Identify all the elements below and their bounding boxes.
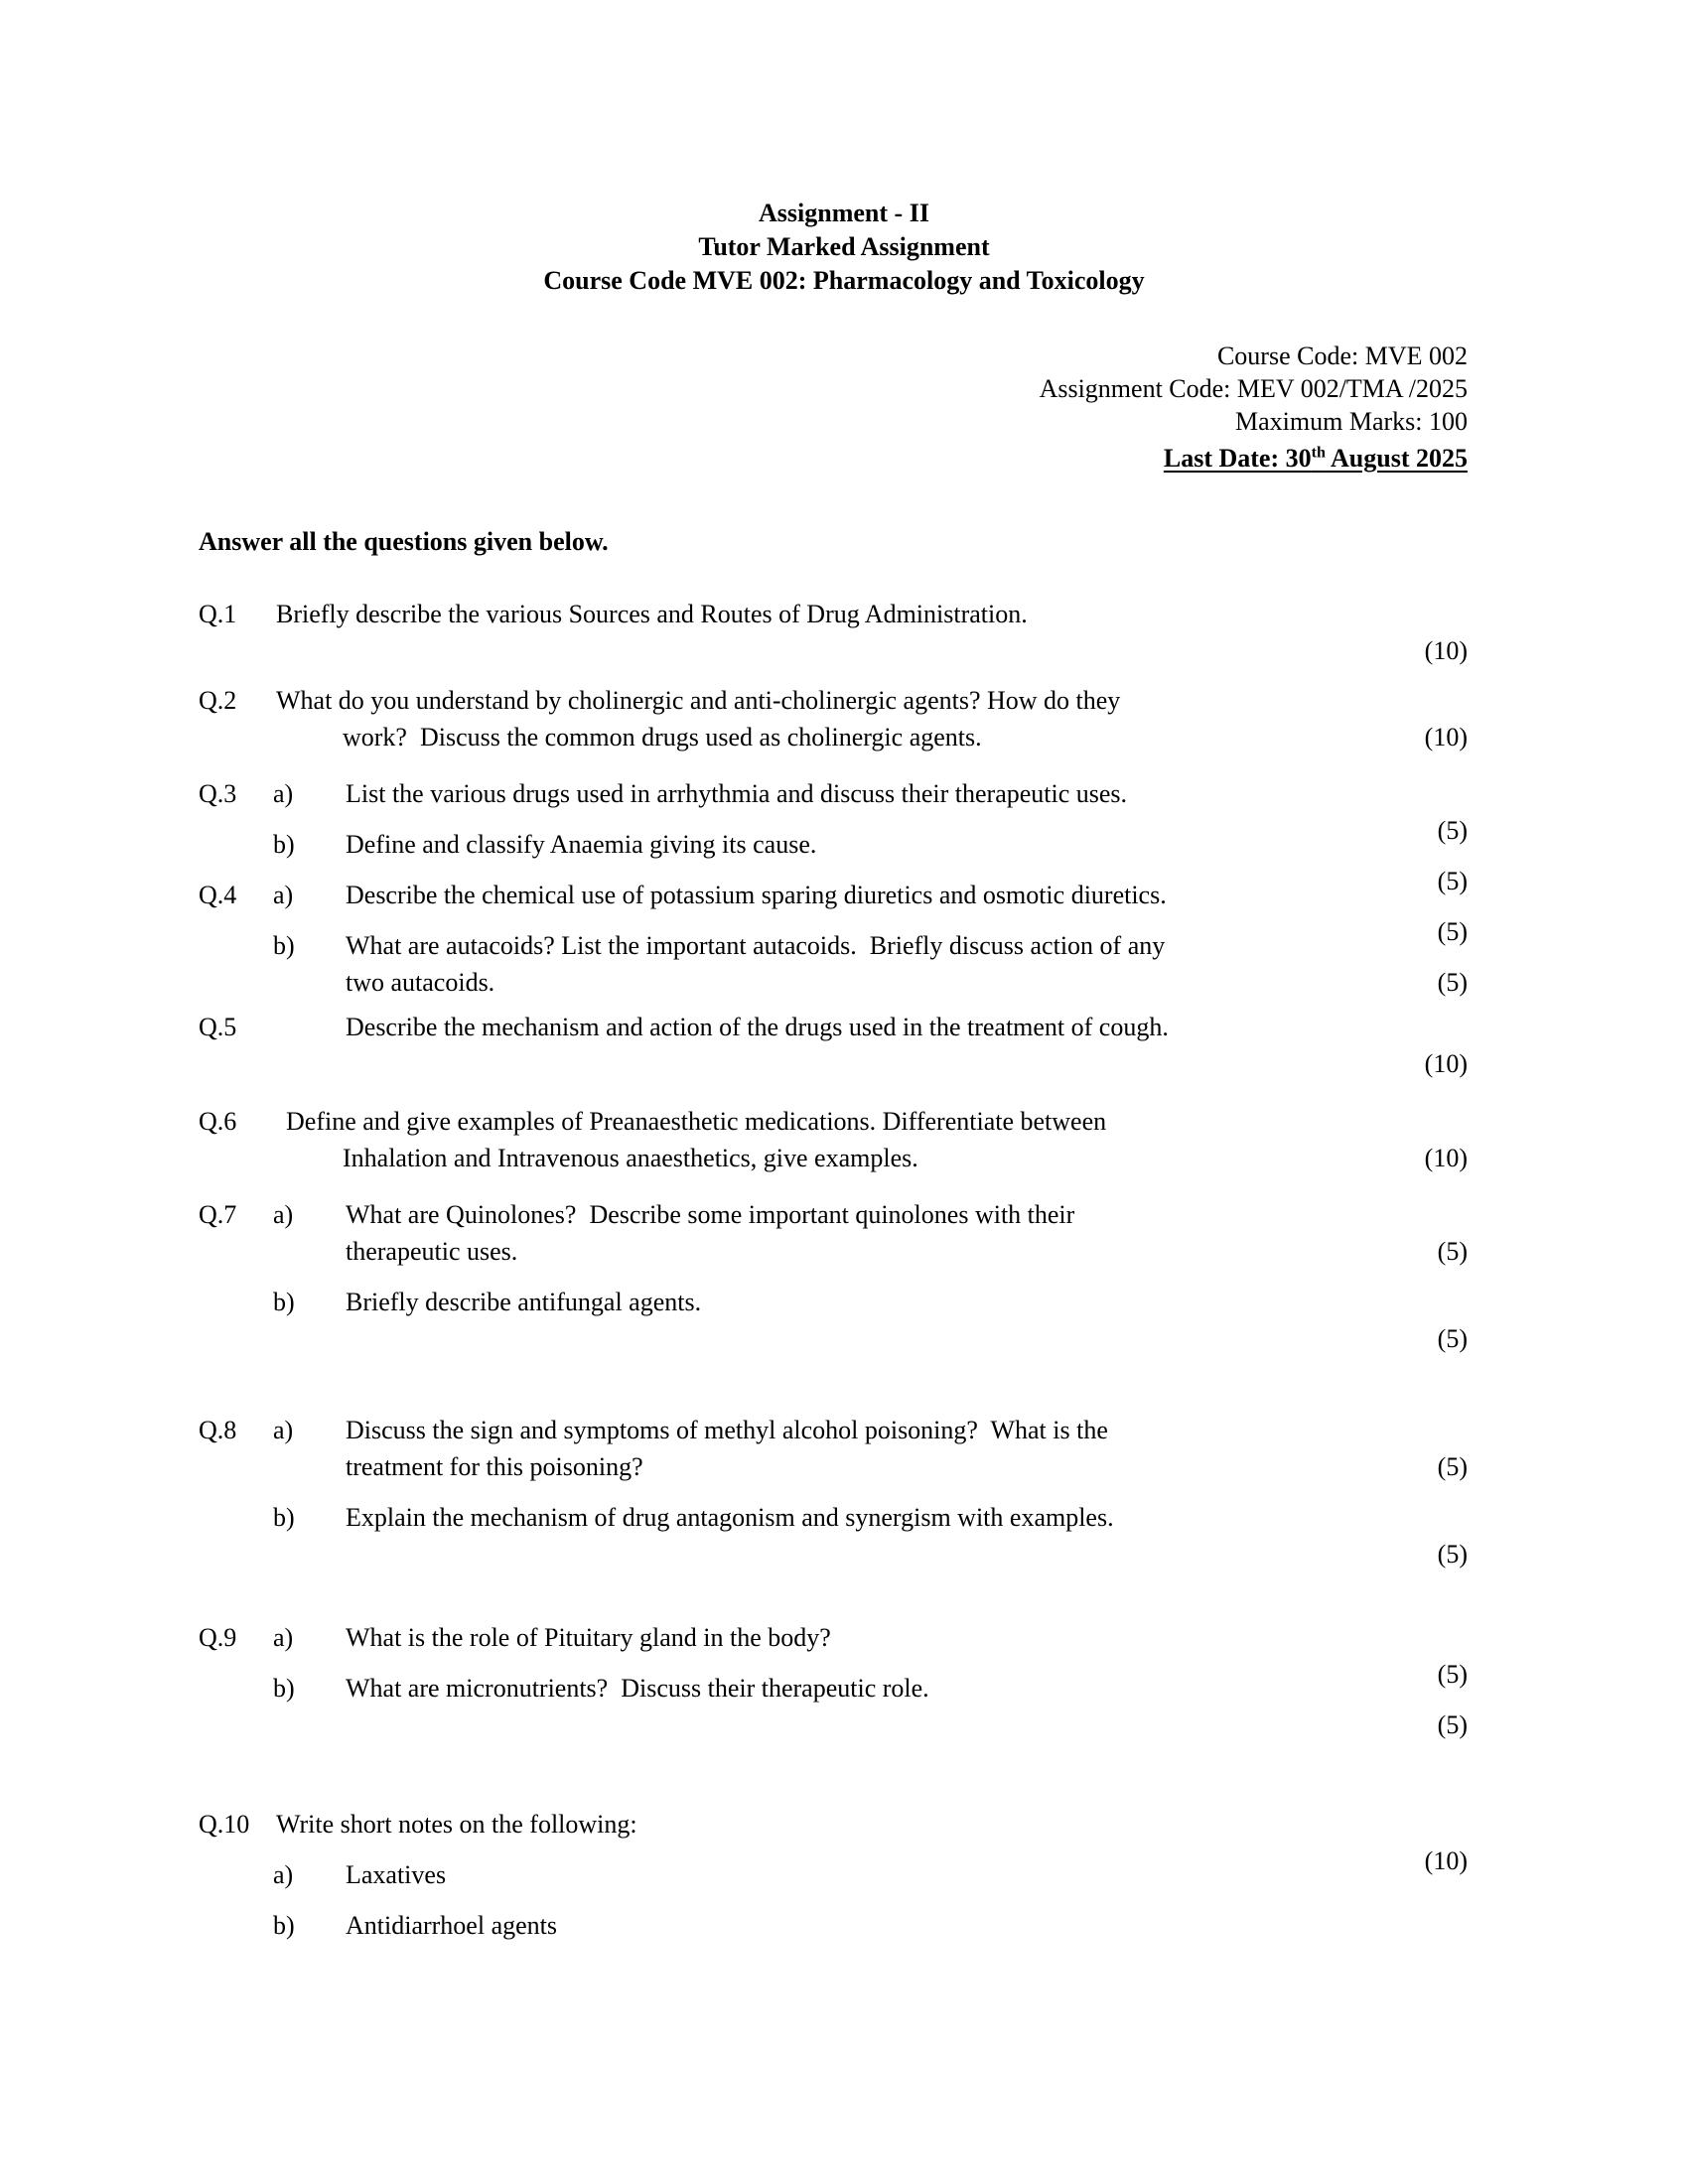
question-text: Define and classify Anaemia giving its cause. [346,830,817,859]
question-text-line-2: treatment for this poisoning? [346,1452,643,1481]
question-text-line-1: What are autacoids? List the important autacoids. Briefly discuss action of any [346,931,1166,960]
document-header [0,0,1688,298]
meta-last-date-prefix: Last Date: 30 [1163,444,1312,473]
question-list [0,596,1688,1944]
question-text: Briefly describe antifungal agents. [346,1288,702,1316]
question-sub-label: b) [273,1911,295,1940]
header-title-line-2: Tutor Marked Assignment [698,232,990,261]
spacer [0,1593,1688,1619]
question-marks: (10) [1424,1144,1468,1172]
question-label: Q.1 [199,600,237,628]
question-text: Briefly describe the various Sources and Routes of Drug Administration. [276,600,1028,628]
question-label: Q.5 [199,1013,237,1041]
question-item [0,1284,1688,1353]
question-text: Antidiarrhoel agents [346,1911,557,1940]
spacer [0,1378,1688,1412]
question-marks: (5) [1437,1660,1468,1689]
question-text: Write short notes on the following: [276,1810,637,1839]
question-text: Describe the mechanism and action of the drugs used in the treatment of cough. [346,1013,1169,1041]
question-text-line-1: What are Quinolones? Describe some important quinolones with their [346,1200,1075,1229]
question-item [0,1009,1688,1078]
spacer [0,755,1688,775]
question-marks: (5) [1437,917,1468,946]
question-label: Q.6 [199,1107,237,1136]
question-label: Q.8 [199,1416,237,1444]
question-text-line-1: What do you understand by cholinergic and anti-cholinergic agents? How do they [276,686,1121,715]
meta-course-code: Course Code: MVE 002 [1216,341,1468,370]
question-text: Describe the chemical use of potassium sparing diuretics and osmotic diuretics. [346,881,1167,909]
question-label: Q.9 [199,1623,237,1652]
question-marks: (10) [1424,1846,1468,1875]
question-text-line-2: Inhalation and Intravenous anaesthetics, give examples. [343,1144,918,1172]
question-marks: (5) [1437,1710,1468,1739]
question-marks: (5) [1437,1540,1468,1569]
question-text-line-1: Define and give examples of Preanaesthetic medications. Differentiate between [286,1107,1107,1136]
question-item [0,1103,1688,1176]
question-sub-label: b) [273,830,295,859]
question-marks: (5) [1437,1237,1468,1266]
question-text: What is the role of Pituitary gland in the body? [346,1623,831,1652]
assignment-meta-block [0,340,1688,475]
question-text: What are micronutrients? Discuss their therapeutic role. [346,1674,929,1703]
question-marks: (5) [1437,1324,1468,1353]
question-label: Q.7 [199,1200,237,1229]
question-text: Explain the mechanism of drug antagonism and synergism with examples. [346,1503,1114,1532]
spacer [0,1485,1688,1499]
question-text: Laxatives [346,1860,447,1889]
question-text: List the various drugs used in arrhythmia and discuss their therapeutic uses. [346,779,1128,808]
header-title-line-3: Course Code MVE 002: Pharmacology and Toxicology [543,266,1145,295]
question-marks: (10) [1424,636,1468,665]
question-sub-label: a) [273,1200,294,1229]
question-item [0,1856,1688,1893]
question-item [0,596,1688,665]
question-label: Q.4 [199,881,237,909]
question-sub-label: b) [273,1503,295,1532]
spacer [0,1270,1688,1284]
question-label: Q.3 [199,779,237,808]
question-sub-label: b) [273,931,295,960]
question-item [0,1499,1688,1569]
question-marks: (5) [1437,968,1468,997]
question-item [0,1412,1688,1485]
header-title-line-1: Assignment - II [759,199,929,227]
question-marks: (10) [1424,723,1468,751]
question-sub-label: a) [273,1416,294,1444]
question-sub-label: a) [273,1623,294,1652]
spacer [0,1176,1688,1196]
question-sub-label: a) [273,1860,294,1889]
question-label: Q.10 [199,1810,250,1839]
question-text-line-2: two autacoids. [346,968,495,997]
question-sub-label: b) [273,1674,295,1703]
question-item [0,682,1688,755]
meta-last-date-ordinal: th [1311,444,1326,462]
question-sub-label: a) [273,881,294,909]
meta-last-date-suffix: August 2025 [1325,444,1468,473]
question-item [0,1196,1688,1270]
question-text-line-1: Discuss the sign and symptoms of methyl alcohol poisoning? What is the [346,1416,1108,1444]
spacer [0,1893,1688,1907]
question-marks: (5) [1437,1452,1468,1481]
question-item [0,927,1688,1001]
question-text-line-2: therapeutic uses. [346,1237,518,1266]
spacer [0,1001,1688,1009]
meta-assignment-code: Assignment Code: MEV 002/TMA /2025 [1039,374,1468,403]
question-text-line-2: work? Discuss the common drugs used as cholinergic agents. [343,723,982,751]
question-item [0,1670,1688,1739]
question-sub-label: b) [273,1288,295,1316]
meta-last-date [0,442,1468,475]
question-label: Q.2 [199,686,237,715]
spacer [0,1764,1688,1806]
question-marks: (5) [1437,867,1468,895]
instruction-line: Answer all the questions given below. [199,527,609,556]
meta-maximum-marks: Maximum Marks: 100 [1235,407,1468,436]
question-marks: (5) [1437,816,1468,845]
question-item [0,1907,1688,1944]
question-sub-label: a) [273,779,294,808]
question-marks: (10) [1424,1049,1468,1078]
